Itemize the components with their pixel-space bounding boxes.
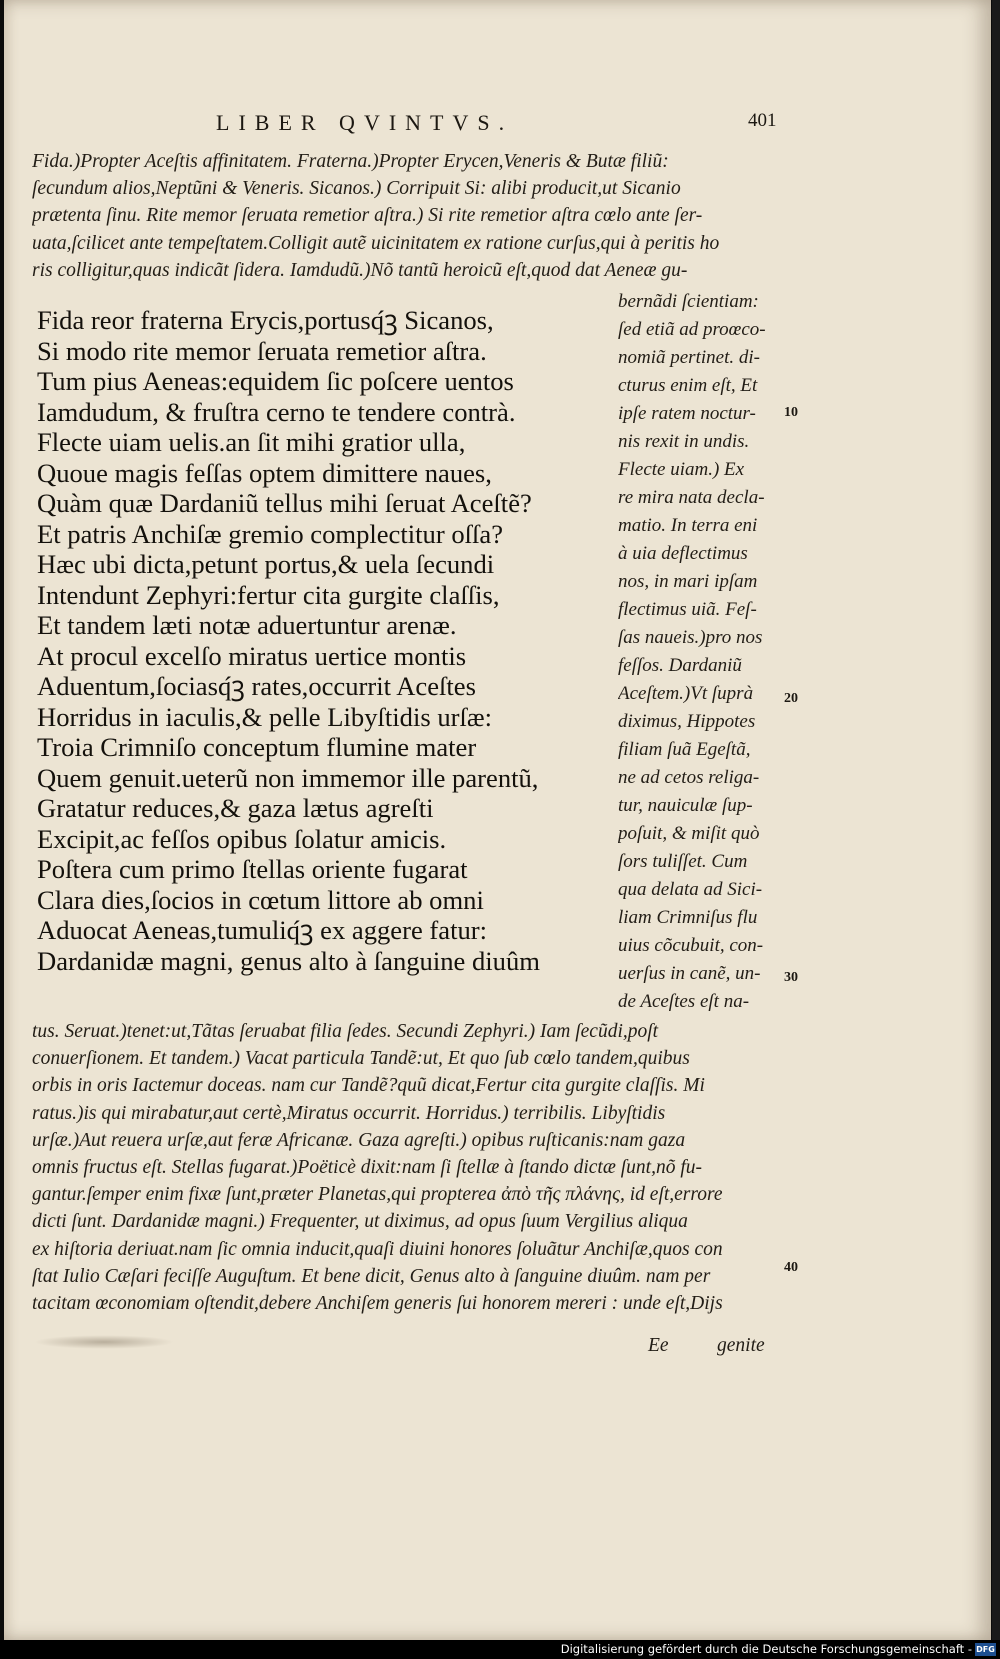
margin-line: nis rexit in undis. (618, 431, 750, 452)
signature-mark: Ee (648, 1335, 669, 1356)
margin-line: uius cõcubuit, con- (618, 935, 764, 956)
running-title: LIBER QVINTVS. (216, 110, 514, 135)
ink-smudge (34, 1335, 174, 1349)
scan-edge (992, 0, 1000, 1640)
margin-line: à uia deflectimus (618, 543, 748, 564)
margin-line: re mira nata decla- (618, 487, 765, 508)
verse-line: Quàm quæ Dardaniũ tellus mihi ſeruat Aceſtẽ? (37, 488, 532, 518)
margin-line: ipſe ratem noctur- (618, 403, 756, 424)
folio-number: 401 (748, 110, 777, 131)
margin-line: nomiã pertinet. di- (618, 347, 760, 368)
verse-line: Tum pius Aeneas:equidem ſic poſcere uentos (37, 366, 514, 396)
commentary-top (32, 148, 810, 284)
margin-line: cturus enim eſt, Et (618, 375, 758, 396)
margin-line: tur, nauiculæ ſup- (618, 795, 753, 816)
book-page (4, 0, 991, 1640)
line-number-10: 10 (784, 405, 798, 420)
commentary-line: ex hiſtoria deriuat.nam ſic omnia inducit,quaſi diuini honores ſoluãtur Anchiſæ,quos con (32, 1238, 723, 1260)
line-number-40: 40 (784, 1260, 798, 1275)
commentary-line: tus. Seruat.)tenet:ut,Tãtas ſeruabat filia ſedes. Secundi Zephyri.) Iam ſecũdi,poſt (32, 1021, 659, 1042)
commentary-line: prætenta ſinu. Rite memor ſeruata remetior aſtra.) Si rite remetior aſtra cœlo ante ſer- (32, 205, 703, 227)
margin-line: qua delata ad Sici- (618, 879, 763, 900)
margin-line: ſed etiã ad proœco- (618, 319, 766, 340)
funding-credit: Digitalisierung gefördert durch die Deutsche Forschungsgemeinschaft - (560, 1642, 972, 1656)
verse-line: Aduentum,ſociasq́ꝫ rates,occurrit Aceſtes (37, 671, 476, 701)
verse-line: At procul excelſo miratus uertice montis (37, 640, 467, 671)
verse-line: Hæc ubi dicta,petunt portus,& uela ſecundi (37, 549, 495, 579)
commentary-line: dicti ſunt. Dardanidæ magni.) Frequenter, ut diximus, ad opus ſuum Vergilius aliqua (32, 1211, 688, 1233)
verse-line: Troia Crimniſo conceptum flumine mater (37, 732, 477, 762)
commentary-line: tacitam œconomiam oſtendit,debere Anchiſem generis ſui honorem mereri : unde eſt,Dijs (32, 1293, 723, 1315)
verse-line: Aduocat Aeneas,tumuliq́ꝫ ex aggere fatur: (37, 915, 488, 945)
margin-line: ne ad cetos religa- (618, 767, 760, 788)
footer-bar (0, 1640, 1000, 1659)
verse-line: Gratatur reduces,& gaza lætus agreſti (37, 793, 434, 823)
commentary-line: ſecundum alios,Neptũni & Veneris. Sicanos.) Corripuit Si: alibi producit,ut Sicanio (32, 178, 681, 200)
verse-line: Et tandem læti notæ aduertuntur arenæ. (37, 610, 457, 640)
commentary-line: uata,ſcilicet ante tempeſtatem.Colligit autẽ uicinitatem ex ratione curſus,qui à peritis ho (32, 232, 720, 254)
margin-line: Flecte uiam.) Ex (618, 459, 745, 480)
margin-line: liam Crimniſus flu (618, 907, 758, 928)
margin-line: poſuit, & miſit quò (618, 823, 760, 844)
margin-line: de Aceſtes eſt na- (618, 991, 750, 1012)
margin-line: feſſos. Dardaniũ (618, 655, 742, 676)
verse-line: Et patris Anchiſæ gremio complectitur oſſa? (37, 518, 504, 549)
margin-line: flectimus uiã. Feſ- (618, 599, 757, 620)
verse-line: Quem genuit.ueterũ non immemor ille parentũ, (37, 762, 539, 793)
margin-line: bernãdi ſcientiam: (618, 291, 759, 312)
verse-line: Horridus in iaculis,& pelle Libyſtidis urſæ: (37, 701, 493, 732)
commentary-line: conuerſionem. Et tandem.) Vacat particula Tandẽ:ut, Et quo ſub cœlo tandem,quibus (32, 1048, 690, 1070)
margin-line: Aceſtem.)Vt ſuprà (618, 683, 754, 704)
line-number-20: 20 (784, 691, 798, 706)
margin-line: filiam ſuã Egeſtã, (618, 739, 751, 760)
commentary-line: ſtat Iulio Cæſari feciſſe Auguſtum. Et bene dicit, Genus alto à ſanguine diuûm. nam per (32, 1265, 711, 1287)
verse-line: Fida reor fraterna Erycis,portusq́ꝫ Sicanos, (37, 305, 494, 335)
verse-line: Si modo rite memor ſeruata remetior aſtra. (37, 335, 487, 366)
margin-line: uerſus in canẽ, un- (618, 963, 761, 984)
page-header (4, 110, 991, 146)
margin-line: nos, in mari ipſam (618, 571, 758, 592)
verse-line: Excipit,ac feſſos opibus ſolatur amicis. (37, 823, 447, 854)
commentary-bottom (32, 1018, 810, 1317)
catchword: genite (717, 1335, 765, 1356)
verse-line: Dardanidæ magni, genus alto à ſanguine diuûm (37, 945, 540, 976)
commentary-line: gantur.ſemper enim fixæ ſunt,præter Planetas,qui propterea ἀπὸ τῆς πλάνης, id eſt,errore (32, 1184, 723, 1206)
commentary-line: urſæ.)Aut reuera urſæ,aut feræ Africanæ. Gaza agreſti.) opibus ruſticanis:nam gaza (32, 1129, 686, 1151)
verse-line: Intendunt Zephyri:fertur cita gurgite claſſis, (37, 579, 500, 610)
commentary-line: Fida.)Propter Aceſtis affinitatem. Fraterna.)Propter Erycen,Veneris & Butæ filiũ: (32, 151, 669, 172)
commentary-line: orbis in oris Iactemur doceas. nam cur Tandẽ?quũ dicat,Fertur cita gurgite claſſis. Mi (32, 1075, 705, 1097)
verse-line: Poſtera cum primo ſtellas oriente fugarat (37, 854, 468, 884)
margin-commentary (618, 288, 803, 1016)
margin-line: matio. In terra eni (618, 515, 758, 536)
verse-line: Clara dies,ſocios in cœtum littore ab omni (37, 884, 484, 915)
verse-line: Quoue magis feſſas optem dimittere naues, (37, 457, 492, 488)
commentary-line: ratus.)is qui mirabatur,aut certè,Miratus occurrit. Horridus.) terribilis. Libyſtidis (32, 1102, 666, 1124)
margin-line: ſas naueis.)pro nos (618, 627, 763, 648)
margin-line: diximus, Hippotes (618, 711, 756, 732)
commentary-line: ris colligitur,quas indicãt ſidera. Iamdudũ.)Nõ tantũ heroicũ eſt,quod dat Aeneæ gu- (32, 259, 688, 281)
commentary-line: omnis fructus eſt. Stellas fugarat.)Poëticè dixit:nam ſi ſtellæ à ſtando dictæ ſunt,nõ fu- (32, 1157, 702, 1179)
poem-verses (37, 305, 612, 976)
line-number-30: 30 (784, 970, 798, 985)
dfg-logo-icon: DFG (976, 1645, 995, 1654)
verse-line: Iamdudum, & fruſtra cerno te tendere contrà. (37, 396, 516, 427)
margin-line: ſors tuliſſet. Cum (618, 851, 748, 872)
verse-line: Flecte uiam uelis.an ſit mihi gratior ulla, (37, 427, 466, 457)
